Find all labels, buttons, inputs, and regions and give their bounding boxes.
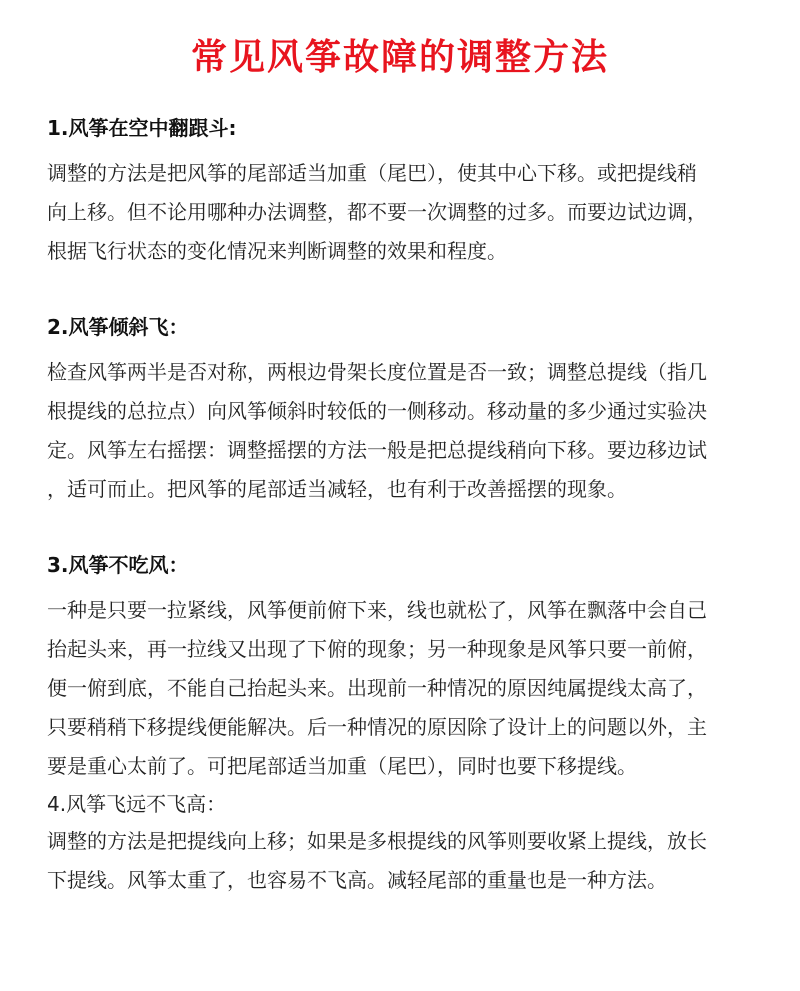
paragraph-line: 抬起头来，再一拉线又出现了下俯的现象；另一种现象是风筝只要一前俯， [47,637,707,661]
section-4 [47,786,763,900]
paragraph-line: 检查风筝两半是否对称，两根边骨架长度位置是否一致；调整总提线（指几 [47,360,707,384]
section-3-heading: 3.风筝不吃风： [47,553,189,577]
paragraph-line: 下提线。风筝太重了，也容易不飞高。减轻尾部的重量也是一种方法。 [47,868,667,892]
section-1 [47,110,763,271]
paragraph-line: 向上移。但不论用哪种办法调整，都不要一次调整的过多。而要边试边调， [47,200,707,224]
paragraph-line: 要是重心太前了。可把尾部适当加重（尾巴），同时也要下移提线。 [47,754,637,778]
section-1-heading: 1.风筝在空中翻跟斗: [47,116,237,140]
page-title: 常见风筝故障的调整方法 [190,37,609,78]
section-4-paragraph [47,822,763,900]
section-1-paragraph [47,154,763,271]
paragraph-line: ，适可而止。把风筝的尾部适当减轻，也有利于改善摇摆的现象。 [47,477,627,501]
section-4-heading: 4.风筝飞远不飞高： [47,792,227,816]
paragraph-line: 便一俯到底，不能自己抬起头来。出现前一种情况的原因纯属提线太高了， [47,676,707,700]
paragraph-line: 调整的方法是把风筝的尾部适当加重（尾巴），使其中心下移。或把提线稍 [47,161,697,185]
section-3 [47,547,763,786]
paragraph-line: 调整的方法是把提线向上移；如果是多根提线的风筝则要收紧上提线，放长 [47,829,707,853]
paragraph-line: 一种是只要一拉紧线，风筝便前俯下来，线也就松了，风筝在飘落中会自己 [47,598,707,622]
section-2 [47,309,763,509]
paragraph-line: 根提线的总拉点）向风筝倾斜时较低的一侧移动。移动量的多少通过实验决 [47,399,707,423]
section-2-heading: 2.风筝倾斜飞： [47,315,189,339]
section-3-paragraph [47,591,763,786]
paragraph-line: 根据飞行状态的变化情况来判断调整的效果和程度。 [47,239,507,263]
paragraph-line: 定。风筝左右摇摆：调整摇摆的方法一般是把总提线稍向下移。要边移边试 [47,438,707,462]
section-2-paragraph [47,353,763,509]
paragraph-line: 只要稍稍下移提线便能解决。后一种情况的原因除了设计上的问题以外，主 [47,715,707,739]
article-body [47,110,763,900]
